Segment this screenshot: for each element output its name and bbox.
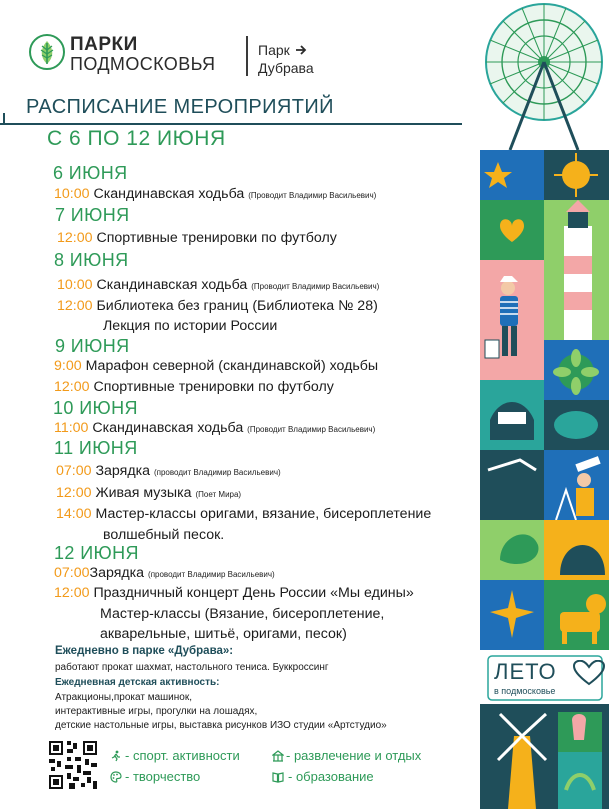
parks-logo-icon — [28, 33, 66, 71]
event-continuation: Мастер-классы (Вязание, бисероплетение, — [100, 606, 385, 622]
kids-line: Атракционы,прокат машинок, — [55, 692, 193, 703]
book-icon — [272, 771, 284, 783]
day-heading: 11 ИЮНЯ — [54, 438, 138, 458]
event-time: 12:00 — [54, 379, 90, 395]
event-note: (проводит Владимир Васильевич) — [148, 570, 275, 579]
event-time: 07:00 — [56, 463, 92, 479]
event-name: Библиотека без границ (Библиотека № 28) — [96, 298, 378, 314]
day-heading: 10 ИЮНЯ — [53, 398, 138, 418]
lighthouse-icon — [564, 200, 592, 340]
event-time: 11:00 — [54, 420, 89, 436]
event-name: Скандинавская ходьба — [96, 277, 248, 293]
runner-icon — [110, 750, 122, 762]
event-name: Скандинавская ходьба — [93, 186, 245, 202]
day-heading: 9 ИЮНЯ — [55, 336, 130, 356]
legend-creative: - творчество — [125, 769, 201, 784]
kids-line: детские настольные игры, выставка рисунков ИЗО студии «Артстудио» — [55, 720, 387, 731]
event-row — [57, 230, 337, 246]
date-range: С 6 ПО 12 ИЮНЯ — [47, 127, 226, 150]
heart-icon — [573, 660, 605, 686]
day-heading: 8 ИЮНЯ — [54, 250, 129, 270]
title-underline — [0, 123, 462, 125]
event-name: Скандинавская ходьба — [92, 420, 244, 436]
event-time: 12:00 — [57, 298, 93, 314]
event-row — [54, 420, 375, 436]
daily-heading: Ежедневно в парке «Дубрава»: — [55, 645, 234, 657]
event-time: 10:00 — [54, 186, 90, 202]
palette-icon — [110, 771, 122, 783]
kids-heading: Ежедневная детская активность: — [55, 677, 220, 688]
legend-education: - образование — [288, 769, 374, 784]
qr-code[interactable] — [47, 739, 99, 791]
event-time: 9:00 — [54, 358, 82, 374]
event-row — [54, 358, 378, 374]
event-time: 14:00 — [56, 506, 92, 522]
event-note: (Проводит Владимир Васильевич) — [248, 191, 377, 200]
title-tick — [3, 113, 5, 124]
event-continuation: акварельные, шитьё, оригами, песок) — [100, 626, 347, 642]
day-heading: 12 ИЮНЯ — [54, 543, 139, 563]
event-time: 10:00 — [57, 277, 93, 293]
event-row — [57, 298, 378, 314]
event-row — [54, 186, 376, 202]
event-name: Мастер-классы оригами, вязание, бисероплетение — [95, 506, 432, 522]
event-row — [57, 277, 379, 293]
page-title: РАСПИСАНИЕ МЕРОПРИЯТИЙ — [26, 96, 334, 118]
summer-badge-subtitle: в подмосковье — [494, 686, 556, 696]
daily-line: работают прокат шахмат, настольного тениса. Буккроссинг — [55, 662, 329, 673]
event-row — [54, 565, 275, 581]
event-continuation: волшебный песок. — [103, 527, 225, 543]
event-note: (Проводит Владимир Васильевич) — [251, 282, 380, 291]
event-row — [56, 506, 431, 522]
legend-sport: - спорт. активности — [125, 748, 240, 763]
event-note: (Проводит Владимир Васильевич) — [247, 425, 376, 434]
park-word: Парк — [258, 42, 290, 58]
event-note: (проводит Владимир Васильевич) — [153, 468, 281, 477]
day-heading: 6 ИЮНЯ — [53, 163, 128, 183]
event-time: 12:00 — [57, 230, 93, 246]
event-name: Спортивные тренировки по футболу — [93, 379, 334, 395]
event-name: Зарядка — [89, 565, 145, 581]
day-heading: 7 ИЮНЯ — [55, 205, 130, 225]
event-row — [54, 379, 334, 395]
summer-badge-title: ЛЕТО — [494, 659, 557, 684]
carousel-icon — [272, 750, 284, 762]
event-row — [54, 585, 414, 601]
event-continuation: Лекция по истории России — [103, 318, 278, 334]
kids-line: интерактивные игры, прогулки на лошадях, — [55, 706, 258, 717]
brand-line-2: ПОДМОСКОВЬЯ — [70, 54, 216, 74]
event-row — [56, 485, 241, 501]
brand-line-1: ПАРКИ — [70, 34, 138, 55]
event-name: Праздничный концерт День России «Мы едины» — [93, 585, 414, 601]
brand-divider — [246, 36, 248, 76]
event-name: Живая музыка — [95, 485, 192, 501]
event-name: Спортивные тренировки по футболу — [96, 230, 337, 246]
event-row — [56, 463, 281, 479]
arrow-icon — [295, 45, 307, 55]
event-name: Зарядка — [95, 463, 151, 479]
legend-fun: - развлечение и отдых — [286, 748, 422, 763]
event-time: 12:00 — [56, 485, 92, 501]
park-name: Дубрава — [258, 60, 314, 76]
event-name: Марафон северной (скандинавской) ходьбы — [85, 358, 379, 374]
event-time: 12:00 — [54, 585, 90, 601]
event-time: 07:00 — [54, 565, 90, 581]
event-note: (Поет Мира) — [195, 490, 242, 499]
